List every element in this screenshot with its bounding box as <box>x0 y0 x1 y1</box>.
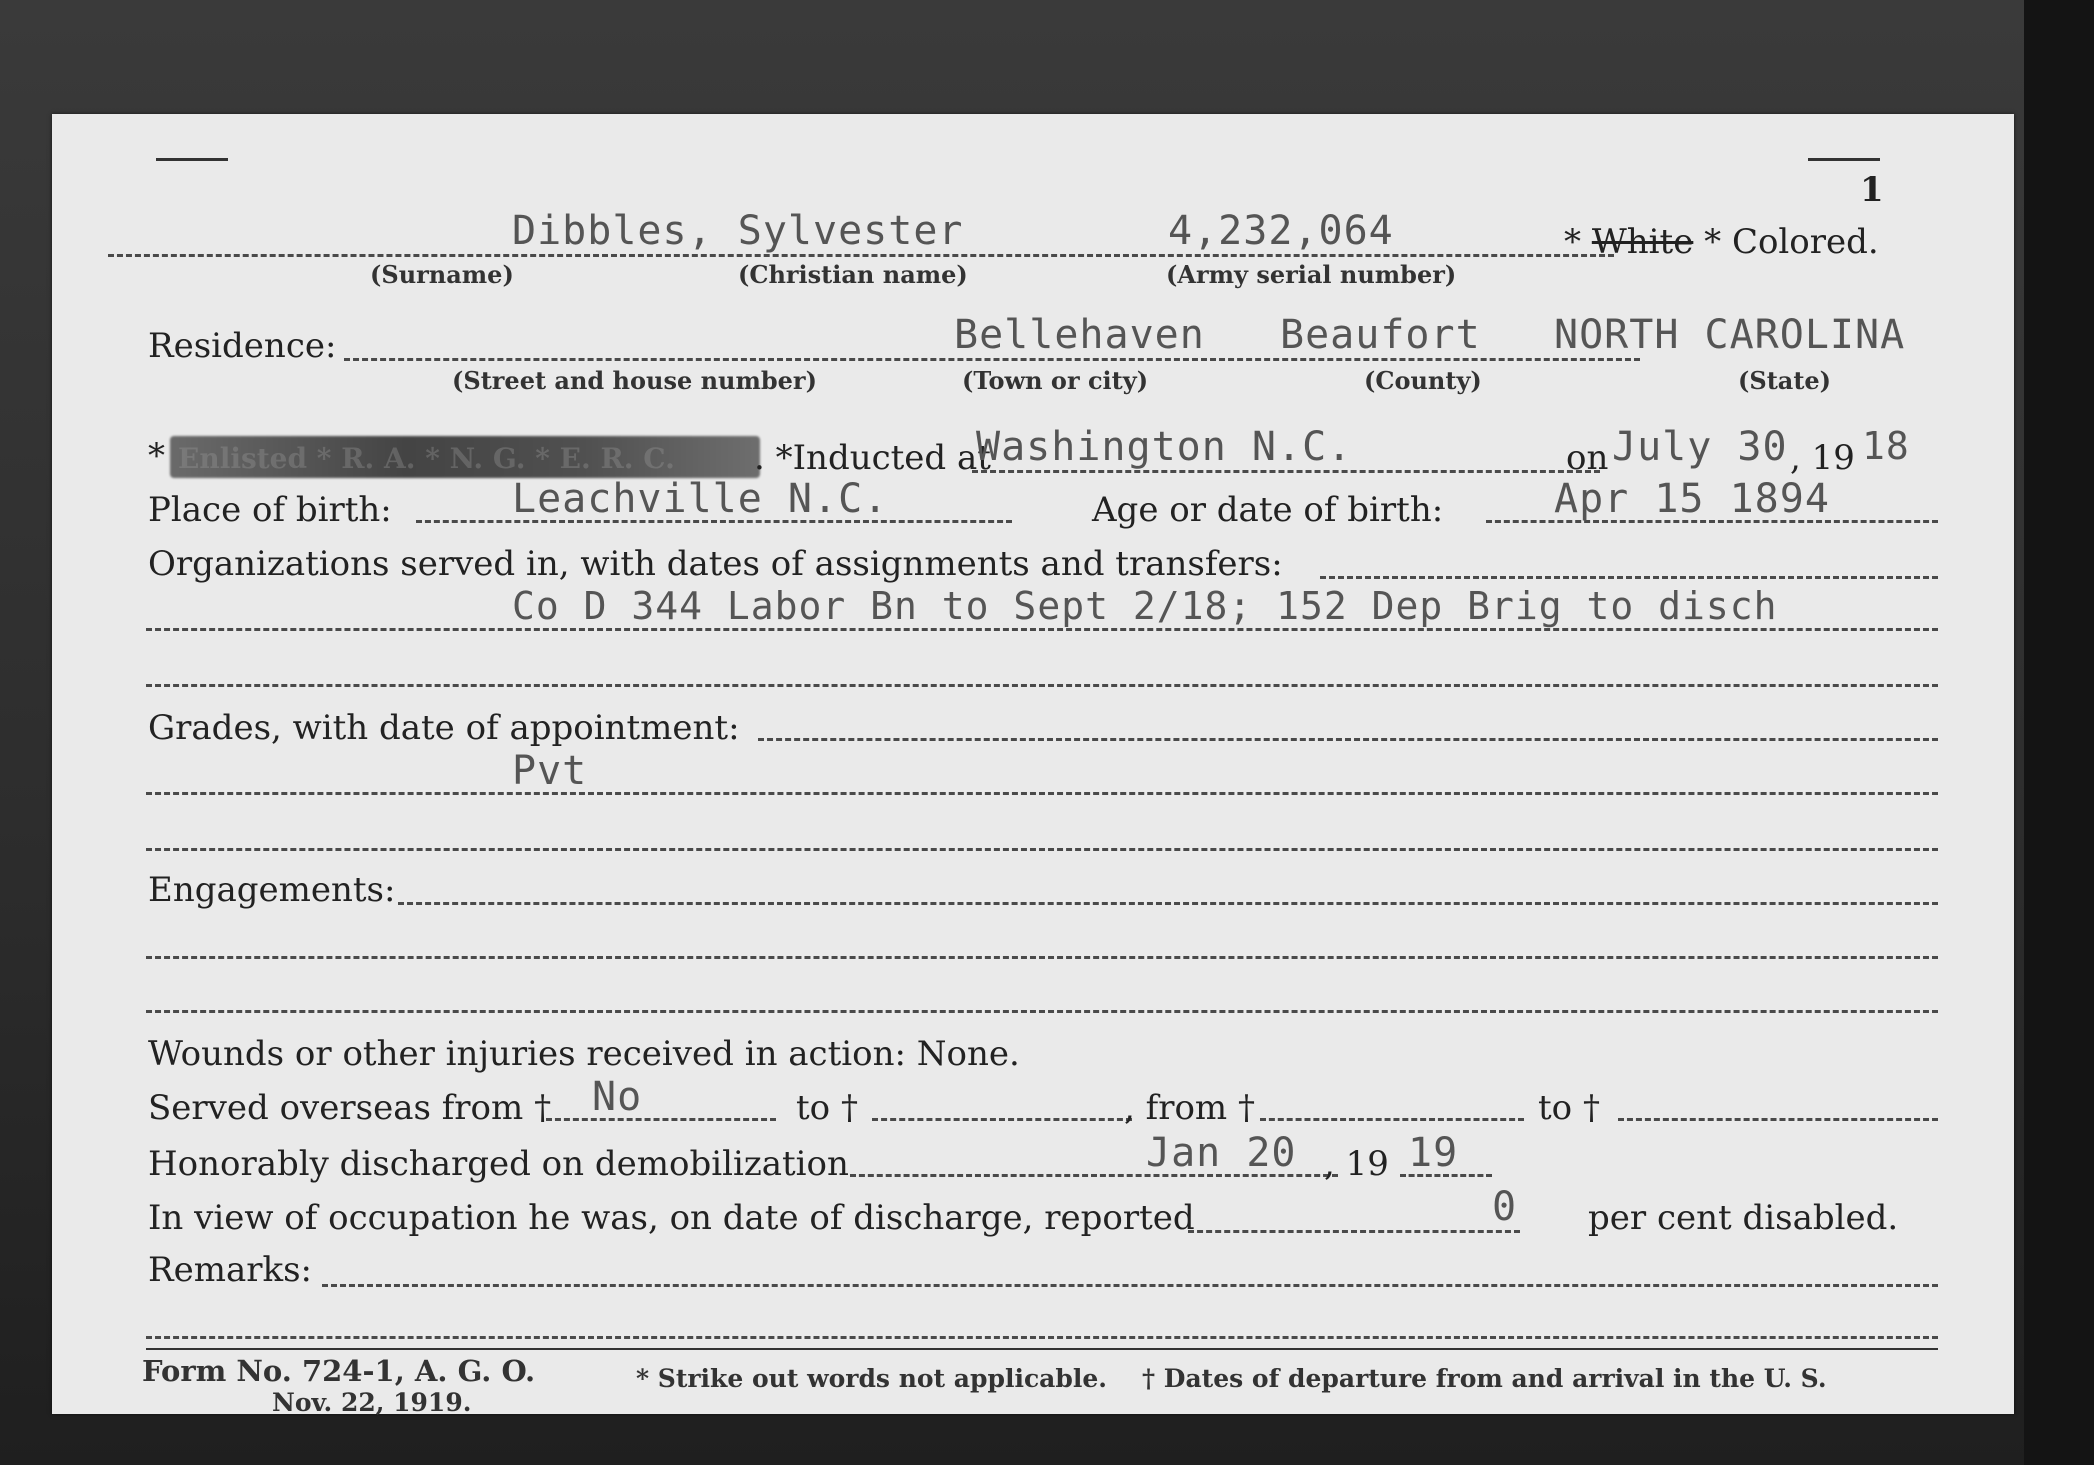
overseas-label: Served overseas from † <box>148 1088 552 1128</box>
return-to-line <box>1618 1118 1938 1121</box>
to-label-2: to † <box>1538 1088 1600 1128</box>
org-line-3 <box>146 684 1938 687</box>
year-typed: 18 <box>1862 424 1910 468</box>
state-typed: NORTH CAROLINA <box>1554 312 1906 358</box>
inducted-place-typed: Washington N.C. <box>976 424 1353 470</box>
dates-note: † Dates of departure from and arrival in the U. S. <box>1142 1364 1827 1393</box>
birth-date-typed: Apr 15 1894 <box>1554 476 1830 522</box>
form-date: Nov. 22, 1919. <box>272 1388 472 1417</box>
grades-line-3 <box>146 848 1938 851</box>
residence-label: Residence: <box>148 326 337 366</box>
form-number: Form No. 724-1, A. G. O. <box>142 1354 536 1388</box>
serial-typed: 4,232,064 <box>1168 208 1394 254</box>
engagements-line-2 <box>146 956 1938 959</box>
caption-serial: (Army serial number) <box>1166 260 1457 289</box>
enlisted-star: * <box>148 436 165 476</box>
inducted-label: . *Inducted at <box>754 438 991 478</box>
on-label: on <box>1566 438 1609 478</box>
birth-place-typed: Leachville N.C. <box>512 476 889 522</box>
disabled-line <box>1188 1230 1520 1233</box>
grades-line-1 <box>758 738 1938 741</box>
grades-label: Grades, with date of appointment: <box>148 708 740 748</box>
engagements-line-1 <box>398 902 1938 905</box>
remarks-label: Remarks: <box>148 1250 312 1290</box>
county-typed: Beaufort <box>1280 312 1481 358</box>
caption-christian: (Christian name) <box>738 260 968 289</box>
engagements-label: Engagements: <box>148 870 396 910</box>
enlisted-redacted-text: Enlisted * R. A. * N. G. * E. R. C. <box>178 442 675 475</box>
to-label-1: to † <box>796 1088 858 1128</box>
discharged-label: Honorably discharged on demobilization <box>148 1144 849 1184</box>
footer-rule <box>146 1348 1938 1350</box>
race-field <box>1564 222 1879 262</box>
year-print: , 19 <box>1790 438 1855 478</box>
occupation-label: In view of occupation he was, on date of discharge, reported <box>148 1198 1195 1238</box>
residence-line <box>344 358 1640 361</box>
race-colored: * Colored. <box>1704 222 1879 262</box>
discharge-year-typed: 19 <box>1408 1130 1459 1176</box>
name-typed: Dibbles, Sylvester <box>512 208 964 254</box>
disabled-typed: 0 <box>1492 1184 1518 1230</box>
page-number: 1 <box>1860 170 1884 210</box>
inducted-line <box>972 470 1600 473</box>
grade-typed: Pvt <box>512 748 588 794</box>
overseas-typed: No <box>592 1074 643 1120</box>
inducted-date-typed: July 30 <box>1612 424 1788 470</box>
age-label: Age or date of birth: <box>1092 490 1444 530</box>
caption-street: (Street and house number) <box>452 366 817 395</box>
return-from-line <box>1260 1118 1524 1121</box>
town-typed: Bellehaven <box>954 312 1205 358</box>
caption-town: (Town or city) <box>962 366 1149 395</box>
name-line <box>108 254 1614 257</box>
birth-label: Place of birth: <box>148 490 392 530</box>
caption-state: (State) <box>1738 366 1832 395</box>
grades-line-2 <box>146 792 1938 795</box>
org-line-1 <box>1320 576 1938 579</box>
wounds-label: Wounds or other injuries received in action: None. <box>148 1034 1020 1074</box>
top-right-rule <box>1808 158 1880 161</box>
strike-note: * Strike out words not applicable. <box>636 1364 1107 1393</box>
from-label: , from † <box>1124 1088 1255 1128</box>
caption-surname: (Surname) <box>370 260 514 289</box>
disabled-label: per cent disabled. <box>1588 1198 1899 1238</box>
scan-edge <box>2024 0 2094 1465</box>
overseas-from-line <box>546 1118 776 1121</box>
org-label: Organizations served in, with dates of assignments and transfers: <box>148 544 1283 584</box>
service-record-card <box>52 114 2014 1417</box>
org-typed: Co D 344 Labor Bn to Sept 2/18; 152 Dep Brig to disch <box>512 584 1778 628</box>
remarks-line-2 <box>146 1336 1938 1339</box>
race-prefix: * <box>1564 222 1592 262</box>
discharge-year-print: , 19 <box>1324 1144 1389 1184</box>
discharge-date-typed: Jan 20 <box>1146 1130 1297 1176</box>
engagements-line-3 <box>146 1010 1938 1013</box>
org-line-2 <box>146 628 1938 631</box>
remarks-line-1 <box>322 1284 1938 1287</box>
overseas-to-line <box>872 1118 1132 1121</box>
race-white-struck: White <box>1591 222 1694 262</box>
caption-county: (County) <box>1364 366 1482 395</box>
top-left-rule <box>156 158 228 161</box>
